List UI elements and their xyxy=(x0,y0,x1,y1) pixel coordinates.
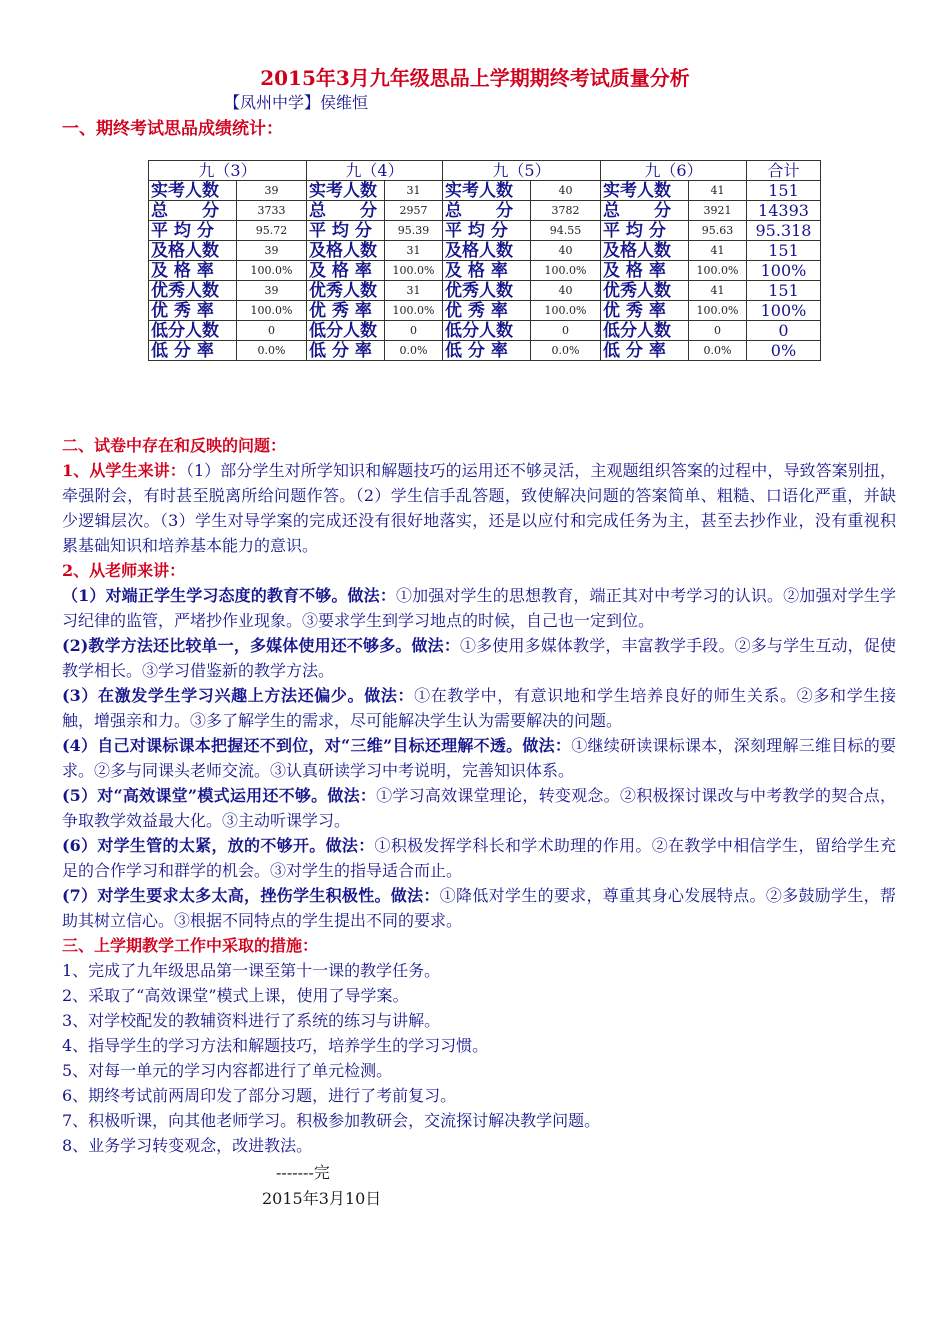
teacher-item xyxy=(62,883,896,933)
row-total: 100% xyxy=(747,261,821,281)
header-class-4: 九（4） xyxy=(307,161,443,181)
score-table xyxy=(148,160,821,361)
row-total: 151 xyxy=(747,241,821,261)
student-text: （1）部分学生对所学知识和解题技巧的运用还不够灵活，主观题组织答案的过程中，导致答案别扭，牵强附会，有时甚至脱离所给问题作答。（2）学生信手乱答题，致使解决问题的答案简单、粗糙、口语化严重，并缺少逻辑层次。（3）学生对导学案的完成还没有很好地落实，还是以应付和完成任务为主，甚至去抄作业，没有重视积累基础知识和培养基本能力的意识。 xyxy=(62,461,896,555)
teacher-item-text: ①多使用多媒体教学，丰富教学手段。②多与学生互动，促使教学相长。③学习借鉴新的教学方法。 xyxy=(62,636,896,680)
row-value: 41 xyxy=(689,241,747,261)
row-label: 实考人数 xyxy=(307,181,385,201)
teacher-item-heading: (6）对学生管的太紧，放的不够开。做法： xyxy=(62,836,375,855)
row-label: 总 分 xyxy=(149,201,237,221)
teacher-item xyxy=(62,833,896,883)
row-label: 低 分 率 xyxy=(307,341,385,361)
row-value: 3921 xyxy=(689,201,747,221)
row-value: 3733 xyxy=(237,201,307,221)
teacher-item-text: ①学习高效课堂理论，转变观念。②积极探讨课改与中考教学的契合点，争取教学效益最大化。③主动听课学习。 xyxy=(62,786,896,830)
row-total: 95.318 xyxy=(747,221,821,241)
teacher-item-heading: (5）对“高效课堂”模式运用还不够。做法： xyxy=(62,786,377,805)
section3-heading: 三、上学期教学工作中采取的措施： xyxy=(62,936,319,955)
row-value: 100.0% xyxy=(531,301,601,321)
row-value: 3782 xyxy=(531,201,601,221)
row-value: 39 xyxy=(237,181,307,201)
measure-item: 5、对每一单元的学习内容都进行了单元检测。 xyxy=(62,1061,393,1080)
table-row xyxy=(149,221,821,241)
header-class-6: 九（6） xyxy=(601,161,747,181)
section2-heading: 二、试卷中存在和反映的问题： xyxy=(62,436,287,455)
row-label: 总 分 xyxy=(307,201,385,221)
row-label: 总 分 xyxy=(443,201,531,221)
student-paragraph xyxy=(62,458,896,558)
teacher-item-text: ①在教学中，有意识地和学生培养良好的师生关系。②多和学生接触，增强亲和力。③多了解学生的需求，尽可能解决学生认为需要解决的问题。 xyxy=(62,686,896,730)
row-label: 及格人数 xyxy=(307,241,385,261)
row-value: 0.0% xyxy=(385,341,443,361)
measure-item: 3、对学校配发的教辅资料进行了系统的练习与讲解。 xyxy=(62,1011,441,1030)
row-label: 及格人数 xyxy=(601,241,689,261)
teacher-item-text: ①继续研读课标课本，深刻理解三维目标的要求。②多与同课头老师交流。③认真研读学习中考说明，完善知识体系。 xyxy=(62,736,896,780)
teacher-item xyxy=(62,633,896,683)
row-value: 39 xyxy=(237,281,307,301)
row-value: 41 xyxy=(689,181,747,201)
row-label: 优 秀 率 xyxy=(601,301,689,321)
row-value: 0.0% xyxy=(531,341,601,361)
author-line: 【凤州中学】侯维恒 xyxy=(224,93,369,112)
table-row xyxy=(149,341,821,361)
measure-item: 6、期终考试前两周印发了部分习题，进行了考前复习。 xyxy=(62,1086,457,1105)
teacher-item xyxy=(62,583,896,633)
teacher-item xyxy=(62,783,896,833)
row-label: 平 均 分 xyxy=(149,221,237,241)
table-row xyxy=(149,321,821,341)
row-label: 平 均 分 xyxy=(307,221,385,241)
table-row xyxy=(149,281,821,301)
row-label: 总 分 xyxy=(601,201,689,221)
row-value: 39 xyxy=(237,241,307,261)
row-label: 及 格 率 xyxy=(443,261,531,281)
row-value: 100.0% xyxy=(531,261,601,281)
table-row xyxy=(149,201,821,221)
row-label: 优 秀 率 xyxy=(307,301,385,321)
row-label: 优秀人数 xyxy=(307,281,385,301)
teacher-item-heading: （1）对端正学生学习态度的教育不够。做法： xyxy=(62,586,396,605)
row-value: 100.0% xyxy=(689,301,747,321)
row-label: 低分人数 xyxy=(601,321,689,341)
table-row xyxy=(149,181,821,201)
row-value: 31 xyxy=(385,241,443,261)
section1-heading: 一、期终考试思品成绩统计： xyxy=(62,119,283,139)
teacher-item xyxy=(62,683,896,733)
row-value: 31 xyxy=(385,281,443,301)
header-class-3: 九（3） xyxy=(149,161,307,181)
teacher-item-heading: (2)教学方法还比较单一，多媒体使用还不够多。做法： xyxy=(62,636,460,655)
teacher-item-text: ①降低对学生的要求，尊重其身心发展特点。②多鼓励学生，帮助其树立信心。③根据不同特点的学生提出不同的要求。 xyxy=(62,886,896,930)
measure-item: 1、完成了九年级思品第一课至第十一课的教学任务。 xyxy=(62,961,441,980)
row-label: 实考人数 xyxy=(149,181,237,201)
row-total: 0 xyxy=(747,321,821,341)
row-label: 平 均 分 xyxy=(601,221,689,241)
row-label: 及 格 率 xyxy=(601,261,689,281)
end-mark: -------完 xyxy=(276,1163,330,1182)
teacher-item-heading: (3）在激发学生学习兴趣上方法还偏少。做法： xyxy=(62,686,415,705)
row-value: 0 xyxy=(689,321,747,341)
row-label: 低分人数 xyxy=(307,321,385,341)
row-label: 及格人数 xyxy=(149,241,237,261)
row-total: 14393 xyxy=(747,201,821,221)
teacher-item-text: ①积极发挥学科长和学术助理的作用。②在教学中相信学生，留给学生充足的合作学习和群学的机会。③对学生的指导适合而止。 xyxy=(62,836,896,880)
row-value: 100.0% xyxy=(385,301,443,321)
row-label: 低 分 率 xyxy=(601,341,689,361)
row-total: 151 xyxy=(747,181,821,201)
row-value: 95.39 xyxy=(385,221,443,241)
row-label: 实考人数 xyxy=(443,181,531,201)
row-value: 0 xyxy=(531,321,601,341)
row-value: 40 xyxy=(531,281,601,301)
row-label: 低分人数 xyxy=(149,321,237,341)
row-value: 41 xyxy=(689,281,747,301)
row-value: 95.63 xyxy=(689,221,747,241)
table-row xyxy=(149,301,821,321)
student-heading: 1、从学生来讲： xyxy=(62,461,186,480)
row-label: 优秀人数 xyxy=(443,281,531,301)
header-total: 合计 xyxy=(747,161,821,181)
row-label: 及 格 率 xyxy=(307,261,385,281)
row-value: 0 xyxy=(385,321,443,341)
table-row xyxy=(149,261,821,281)
row-label: 低分人数 xyxy=(443,321,531,341)
measure-item: 2、采取了“高效课堂”模式上课，使用了导学案。 xyxy=(62,986,409,1005)
measure-item: 8、业务学习转变观念，改进教法。 xyxy=(62,1136,313,1155)
row-label: 平 均 分 xyxy=(443,221,531,241)
row-value: 100.0% xyxy=(237,261,307,281)
row-total: 151 xyxy=(747,281,821,301)
row-label: 优 秀 率 xyxy=(149,301,237,321)
table-row xyxy=(149,241,821,261)
row-value: 0.0% xyxy=(237,341,307,361)
row-label: 实考人数 xyxy=(601,181,689,201)
row-label: 优秀人数 xyxy=(601,281,689,301)
teacher-heading: 2、从老师来讲： xyxy=(62,561,186,580)
analysis-body xyxy=(62,433,896,1158)
row-value: 2957 xyxy=(385,201,443,221)
row-value: 100.0% xyxy=(237,301,307,321)
row-label: 优 秀 率 xyxy=(443,301,531,321)
teacher-item-heading: (4）自己对课标课本把握还不到位，对“三维”目标还理解不透。做法： xyxy=(62,736,572,755)
teacher-item-text: ①加强对学生的思想教育，端正其对中考学习的认识。②加强对学生学习纪律的监管，严堵抄作业现象。③要求学生到学习地点的时候，自己也一定到位。 xyxy=(62,586,896,630)
document-title: 2015年3月九年级思品上学期期终考试质量分析 xyxy=(260,66,690,90)
row-value: 40 xyxy=(531,241,601,261)
measure-item: 4、指导学生的学习方法和解题技巧，培养学生的学习习惯。 xyxy=(62,1036,489,1055)
row-value: 0 xyxy=(237,321,307,341)
row-label: 及 格 率 xyxy=(149,261,237,281)
document-date: 2015年3月10日 xyxy=(262,1189,382,1208)
teacher-items xyxy=(62,583,896,933)
row-value: 0.0% xyxy=(689,341,747,361)
teacher-item xyxy=(62,733,896,783)
row-value: 94.55 xyxy=(531,221,601,241)
row-value: 40 xyxy=(531,181,601,201)
row-value: 100.0% xyxy=(689,261,747,281)
row-total: 0% xyxy=(747,341,821,361)
row-value: 31 xyxy=(385,181,443,201)
row-value: 95.72 xyxy=(237,221,307,241)
table-header-row xyxy=(149,161,821,181)
measure-item: 7、积极听课，向其他老师学习。积极参加教研会，交流探讨解决教学问题。 xyxy=(62,1111,601,1130)
header-class-5: 九（5） xyxy=(443,161,601,181)
row-value: 100.0% xyxy=(385,261,443,281)
row-label: 低 分 率 xyxy=(443,341,531,361)
row-label: 低 分 率 xyxy=(149,341,237,361)
row-label: 优秀人数 xyxy=(149,281,237,301)
measure-items xyxy=(62,958,896,1158)
row-total: 100% xyxy=(747,301,821,321)
teacher-item-heading: (7）对学生要求太多太高，挫伤学生积极性。做法： xyxy=(62,886,440,905)
row-label: 及格人数 xyxy=(443,241,531,261)
